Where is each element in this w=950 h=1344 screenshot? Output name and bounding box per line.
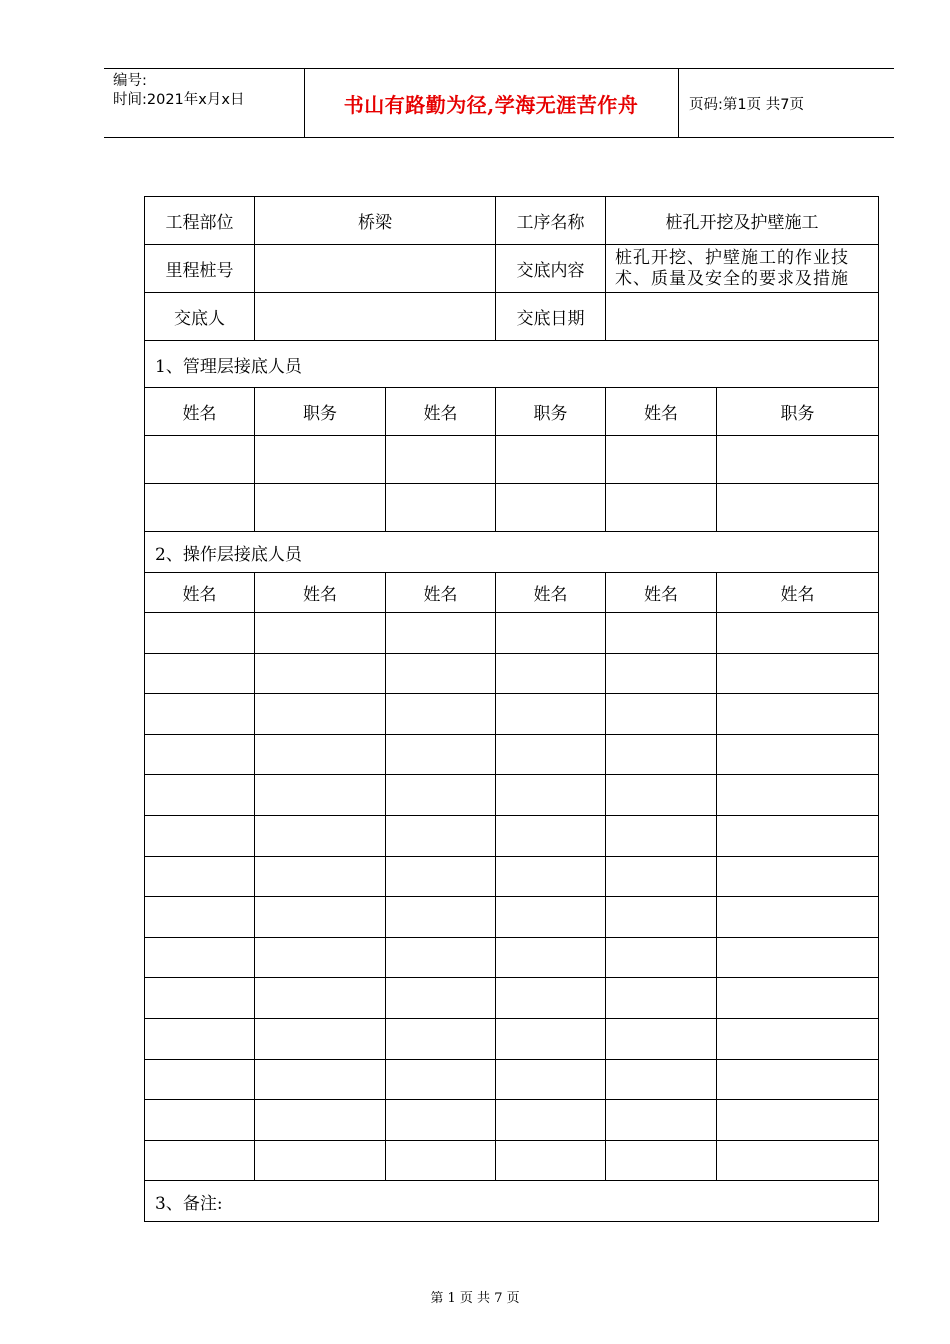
- table-cell: [255, 815, 386, 856]
- table-cell: [717, 694, 879, 735]
- table-cell: [496, 937, 606, 978]
- table-cell: [145, 613, 255, 654]
- table-cell: [496, 653, 606, 694]
- table-cell: [145, 856, 255, 897]
- column-header: 姓名: [386, 388, 496, 436]
- table-cell: [496, 1100, 606, 1141]
- table-cell: [496, 978, 606, 1019]
- table-cell: [255, 978, 386, 1019]
- table-cell: [386, 436, 496, 484]
- info-row: [145, 245, 879, 293]
- table-cell: [496, 1059, 606, 1100]
- table-cell: [717, 775, 879, 816]
- table-cell: [145, 484, 255, 532]
- table-cell: [717, 436, 879, 484]
- value-briefing-date: [606, 293, 879, 341]
- table-cell: [606, 897, 717, 938]
- table-cell: [386, 484, 496, 532]
- table-cell: [496, 775, 606, 816]
- header-motto: 书山有路勤为径,学海无涯苦作舟: [343, 92, 639, 117]
- table-cell: [255, 1140, 386, 1181]
- section-title-row: [145, 532, 879, 573]
- column-header: 姓名: [255, 573, 386, 613]
- column-header: 姓名: [145, 388, 255, 436]
- table-cell: [717, 815, 879, 856]
- section2-header-row: [145, 573, 879, 613]
- table-cell: [255, 937, 386, 978]
- table-cell: [606, 694, 717, 735]
- table-cell: [606, 653, 717, 694]
- table-row: [145, 815, 879, 856]
- table-cell: [255, 897, 386, 938]
- table-cell: [717, 613, 879, 654]
- info-row: [145, 197, 879, 245]
- briefing-table: [144, 196, 879, 1222]
- table-cell: [386, 1018, 496, 1059]
- table-cell: [145, 937, 255, 978]
- table-cell: [145, 897, 255, 938]
- section-title-row: [145, 1181, 879, 1222]
- table-cell: [145, 815, 255, 856]
- table-row: [145, 436, 879, 484]
- table-cell: [717, 653, 879, 694]
- header-meta: [113, 72, 244, 110]
- table-cell: [606, 1059, 717, 1100]
- table-row: [145, 1140, 879, 1181]
- table-cell: [717, 1100, 879, 1141]
- table-cell: [145, 1100, 255, 1141]
- value-mileage: [255, 245, 496, 293]
- column-header: 姓名: [496, 573, 606, 613]
- table-cell: [145, 1140, 255, 1181]
- table-cell: [496, 897, 606, 938]
- section-title-row: [145, 341, 879, 388]
- table-cell: [717, 978, 879, 1019]
- section1-title: 1、管理层接底人员: [145, 341, 879, 388]
- label-briefing-date: 交底日期: [496, 293, 606, 341]
- table-cell: [606, 734, 717, 775]
- table-cell: [717, 734, 879, 775]
- table-row: [145, 937, 879, 978]
- table-cell: [145, 1059, 255, 1100]
- table-cell: [255, 653, 386, 694]
- table-cell: [386, 694, 496, 735]
- table-cell: [386, 775, 496, 816]
- value-project-part: 桥梁: [255, 197, 496, 245]
- page-footer: 第 1 页 共 7 页: [430, 1291, 520, 1306]
- info-row: [145, 293, 879, 341]
- table-row: [145, 694, 879, 735]
- table-row: [145, 653, 879, 694]
- table-cell: [606, 815, 717, 856]
- table-cell: [606, 775, 717, 816]
- table-cell: [386, 815, 496, 856]
- table-cell: [255, 613, 386, 654]
- table-cell: [606, 856, 717, 897]
- table-cell: [496, 734, 606, 775]
- table-cell: [145, 775, 255, 816]
- column-header: 姓名: [386, 573, 496, 613]
- table-row: [145, 775, 879, 816]
- column-header: 职务: [255, 388, 386, 436]
- table-cell: [255, 1100, 386, 1141]
- table-cell: [386, 856, 496, 897]
- table-cell: [255, 484, 386, 532]
- value-briefing-content: [606, 245, 879, 293]
- table-cell: [386, 653, 496, 694]
- table-cell: [145, 694, 255, 735]
- section3-title: 3、备注:: [145, 1181, 879, 1222]
- table-cell: [255, 436, 386, 484]
- value-process-name: 桩孔开挖及护壁施工: [606, 197, 879, 245]
- table-cell: [386, 978, 496, 1019]
- table-cell: [386, 734, 496, 775]
- number-label: 编号:: [113, 73, 147, 89]
- table-row: [145, 856, 879, 897]
- table-cell: [386, 937, 496, 978]
- table-cell: [386, 1100, 496, 1141]
- table-cell: [717, 1059, 879, 1100]
- table-cell: [145, 734, 255, 775]
- date-label: 时间:2021年x月x日: [113, 92, 245, 108]
- table-cell: [255, 775, 386, 816]
- table-cell: [386, 613, 496, 654]
- table-row: [145, 1059, 879, 1100]
- table-cell: [496, 694, 606, 735]
- table-cell: [496, 484, 606, 532]
- page-info: 页码:第1页 共7页: [689, 96, 804, 113]
- document-header: [104, 68, 894, 138]
- table-cell: [255, 1059, 386, 1100]
- table-cell: [496, 1140, 606, 1181]
- table-cell: [145, 653, 255, 694]
- section1-header-row: [145, 388, 879, 436]
- column-header: 姓名: [606, 573, 717, 613]
- table-row: [145, 734, 879, 775]
- table-cell: [606, 1018, 717, 1059]
- table-cell: [386, 1059, 496, 1100]
- operator-rows: [145, 613, 879, 1181]
- header-divider: [678, 69, 679, 137]
- table-cell: [606, 1140, 717, 1181]
- table-cell: [255, 734, 386, 775]
- table-cell: [717, 1140, 879, 1181]
- table-row: [145, 1100, 879, 1141]
- table-cell: [717, 897, 879, 938]
- label-briefer: 交底人: [145, 293, 255, 341]
- table-cell: [496, 1018, 606, 1059]
- table-cell: [606, 436, 717, 484]
- label-briefing-content: 交底内容: [496, 245, 606, 293]
- column-header: 职务: [496, 388, 606, 436]
- table-cell: [606, 937, 717, 978]
- table-cell: [606, 1100, 717, 1141]
- content-line: 术、质量及安全的要求及措施: [615, 268, 849, 289]
- table-cell: [717, 856, 879, 897]
- table-row: [145, 897, 879, 938]
- table-cell: [717, 937, 879, 978]
- table-row: [145, 1018, 879, 1059]
- label-mileage: 里程桩号: [145, 245, 255, 293]
- table-cell: [145, 1018, 255, 1059]
- table-cell: [496, 815, 606, 856]
- table-cell: [606, 978, 717, 1019]
- content-line: 桩孔开挖、护壁施工的作业技: [615, 247, 849, 268]
- table-row: [145, 613, 879, 654]
- table-cell: [606, 484, 717, 532]
- label-project-part: 工程部位: [145, 197, 255, 245]
- table-cell: [386, 897, 496, 938]
- column-header: 姓名: [606, 388, 717, 436]
- column-header: 姓名: [145, 573, 255, 613]
- table-cell: [145, 436, 255, 484]
- table-cell: [386, 1140, 496, 1181]
- table-cell: [496, 436, 606, 484]
- table-cell: [496, 613, 606, 654]
- table-cell: [255, 856, 386, 897]
- table-row: [145, 978, 879, 1019]
- label-process-name: 工序名称: [496, 197, 606, 245]
- table-cell: [717, 1018, 879, 1059]
- table-row: [145, 484, 879, 532]
- table-cell: [145, 978, 255, 1019]
- column-header: 姓名: [717, 573, 879, 613]
- table-cell: [717, 484, 879, 532]
- section2-title: 2、操作层接底人员: [145, 532, 879, 573]
- table-cell: [496, 856, 606, 897]
- table-cell: [606, 613, 717, 654]
- table-cell: [255, 694, 386, 735]
- table-cell: [255, 1018, 386, 1059]
- value-briefer: [255, 293, 496, 341]
- column-header: 职务: [717, 388, 879, 436]
